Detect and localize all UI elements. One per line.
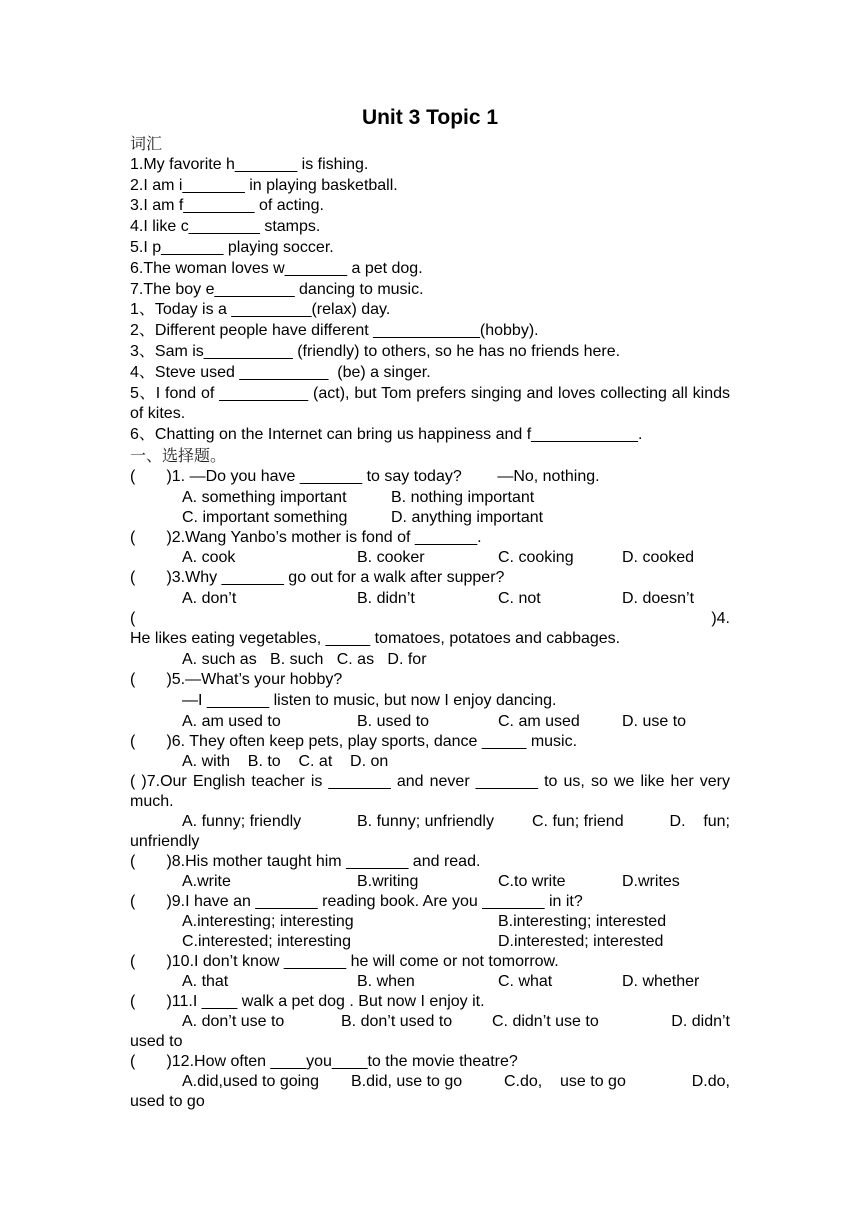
- question-6-stem: ( )6. They often keep pets, play sports, dance _____ music.: [130, 732, 578, 750]
- question-7-options: [130, 812, 730, 832]
- question-11-options-wrap: used to: [130, 1033, 183, 1051]
- question-11-stem: ( )11.I ____ walk a pet dog . But now I enjoy it.: [130, 993, 485, 1011]
- question-7-stem: ( )7.Our English teacher is _______ and never _______ to us, so we like her very much.: [130, 773, 730, 811]
- option-a: A. don’t use to: [182, 1013, 285, 1031]
- option-c: C. am used: [498, 712, 580, 730]
- word-form-item: 4、Steve used __________ (be) a singer.: [130, 363, 431, 381]
- option-c: C.to write: [498, 873, 566, 891]
- question-9-stem: ( )9.I have an _______ reading book. Are you _______ in it?: [130, 893, 583, 911]
- question-number: )4.: [711, 610, 730, 628]
- vocab-item: 1.My favorite h_______ is fishing.: [130, 155, 369, 173]
- option-c: C.do, use to go: [504, 1073, 626, 1091]
- mc-heading: 一、选择题。: [130, 445, 227, 465]
- question-4-options: A. such as B. such C. as D. for: [182, 650, 427, 668]
- option-d: D.do,: [691, 1073, 730, 1091]
- question-2-stem: ( )2.Wang Yanbo’s mother is fond of _______.: [130, 528, 482, 546]
- question-5-options: [130, 712, 730, 732]
- option-b: B. didn’t: [357, 590, 415, 608]
- option-b: B.writing: [357, 873, 419, 891]
- option-d: D.interested; interested: [498, 933, 664, 951]
- option-d: D. didn’t: [671, 1013, 730, 1031]
- word-form-item: 6、Chatting on the Internet can bring us happiness and f____________.: [130, 426, 643, 444]
- option-b: B. nothing important: [391, 488, 535, 506]
- answer-paren-left: (: [130, 610, 136, 628]
- option-b: B. when: [357, 973, 415, 991]
- question-10-options: [130, 972, 730, 992]
- page-title: Unit 3 Topic 1: [361, 106, 499, 129]
- question-3-stem: ( )3.Why _______ go out for a walk after supper?: [130, 569, 505, 587]
- option-d: D. use to: [622, 712, 687, 730]
- question-3-options: [130, 589, 730, 609]
- worksheet: [130, 104, 730, 1112]
- option-b: B.did, use to go: [351, 1073, 463, 1091]
- option-d: D. cooked: [622, 549, 695, 567]
- option-d: D. whether: [622, 973, 700, 991]
- vocab-list: [130, 155, 730, 301]
- option-c: C. what: [498, 973, 553, 991]
- vocab-item: 3.I am f________ of acting.: [130, 197, 324, 215]
- option-c: C. important something: [182, 508, 348, 526]
- vocab-item: 5.I p_______ playing soccer.: [130, 238, 334, 256]
- question-9-options: [130, 932, 730, 952]
- option-a: A.interesting; interesting: [182, 913, 354, 931]
- question-1-options: [130, 508, 730, 528]
- option-d: D. anything important: [391, 508, 544, 526]
- question-1-options: [130, 488, 730, 508]
- vocab-heading: 词汇: [130, 134, 163, 153]
- question-10-stem: ( )10.I don’t know _______ he will come or not tomorrow.: [130, 953, 559, 971]
- word-form-item: 1、Today is a _________(relax) day.: [130, 301, 391, 319]
- option-b: B.interesting; interested: [498, 913, 667, 931]
- option-a: A. funny; friendly: [182, 813, 302, 831]
- option-b: B. used to: [357, 712, 430, 730]
- option-b: B. funny; unfriendly: [357, 813, 494, 831]
- question-12-options-wrap: used to go: [130, 1093, 205, 1111]
- option-d: D. fun;: [669, 813, 730, 831]
- question-4-paren-row: [130, 609, 730, 629]
- option-d: D.writes: [622, 873, 680, 891]
- question-8-stem: ( )8.His mother taught him _______ and read.: [130, 853, 481, 871]
- word-form-list: [130, 300, 730, 446]
- option-a: A. that: [182, 973, 229, 991]
- option-a: A. don’t: [182, 590, 237, 608]
- question-5-stem-line-2: —I _______ listen to music, but now I enjoy dancing.: [182, 691, 557, 709]
- question-6-options: A. with B. to C. at D. on: [182, 753, 389, 771]
- word-form-item: 5、I fond of __________ (act), but Tom prefers singing and loves collecting all kinds of kites.: [130, 384, 730, 423]
- vocab-item: 7.The boy e_________ dancing to music.: [130, 280, 424, 298]
- option-c: C. cooking: [498, 549, 574, 567]
- question-9-options: [130, 912, 730, 932]
- option-c: C.interested; interesting: [182, 933, 351, 951]
- question-5-stem: ( )5.—What’s your hobby?: [130, 670, 343, 688]
- option-c: C. didn’t use to: [492, 1013, 599, 1031]
- option-a: A. something important: [182, 488, 347, 506]
- vocab-item: 4.I like c________ stamps.: [130, 218, 321, 236]
- option-a: A. cook: [182, 549, 236, 567]
- question-7-options-wrap: unfriendly: [130, 833, 200, 851]
- option-d: D. doesn’t: [622, 590, 695, 608]
- word-form-item: 3、Sam is__________ (friendly) to others, so he has no friends here.: [130, 342, 621, 360]
- question-11-options: [130, 1012, 730, 1032]
- question-4-stem: He likes eating vegetables, _____ tomatoes, potatoes and cabbages.: [130, 630, 621, 648]
- option-c: C. not: [498, 590, 541, 608]
- option-c: C. fun; friend: [532, 813, 624, 831]
- question-1-stem: ( )1. —Do you have _______ to say today? —No, nothing.: [130, 467, 600, 485]
- word-form-item: 2、Different people have different ____________(hobby).: [130, 322, 539, 340]
- question-12-stem: ( )12.How often ____you____to the movie theatre?: [130, 1053, 518, 1071]
- vocab-item: 6.The woman loves w_______ a pet dog.: [130, 259, 423, 277]
- question-12-options: [130, 1072, 730, 1092]
- option-a: A.did,used to going: [182, 1073, 319, 1091]
- option-b: B. don’t used to: [341, 1013, 453, 1031]
- option-b: B. cooker: [357, 549, 425, 567]
- question-2-options: [130, 548, 730, 568]
- option-a: A. am used to: [182, 712, 281, 730]
- vocab-item: 2.I am i_______ in playing basketball.: [130, 176, 398, 194]
- question-8-options: [130, 872, 730, 892]
- option-a: A.write: [182, 873, 231, 891]
